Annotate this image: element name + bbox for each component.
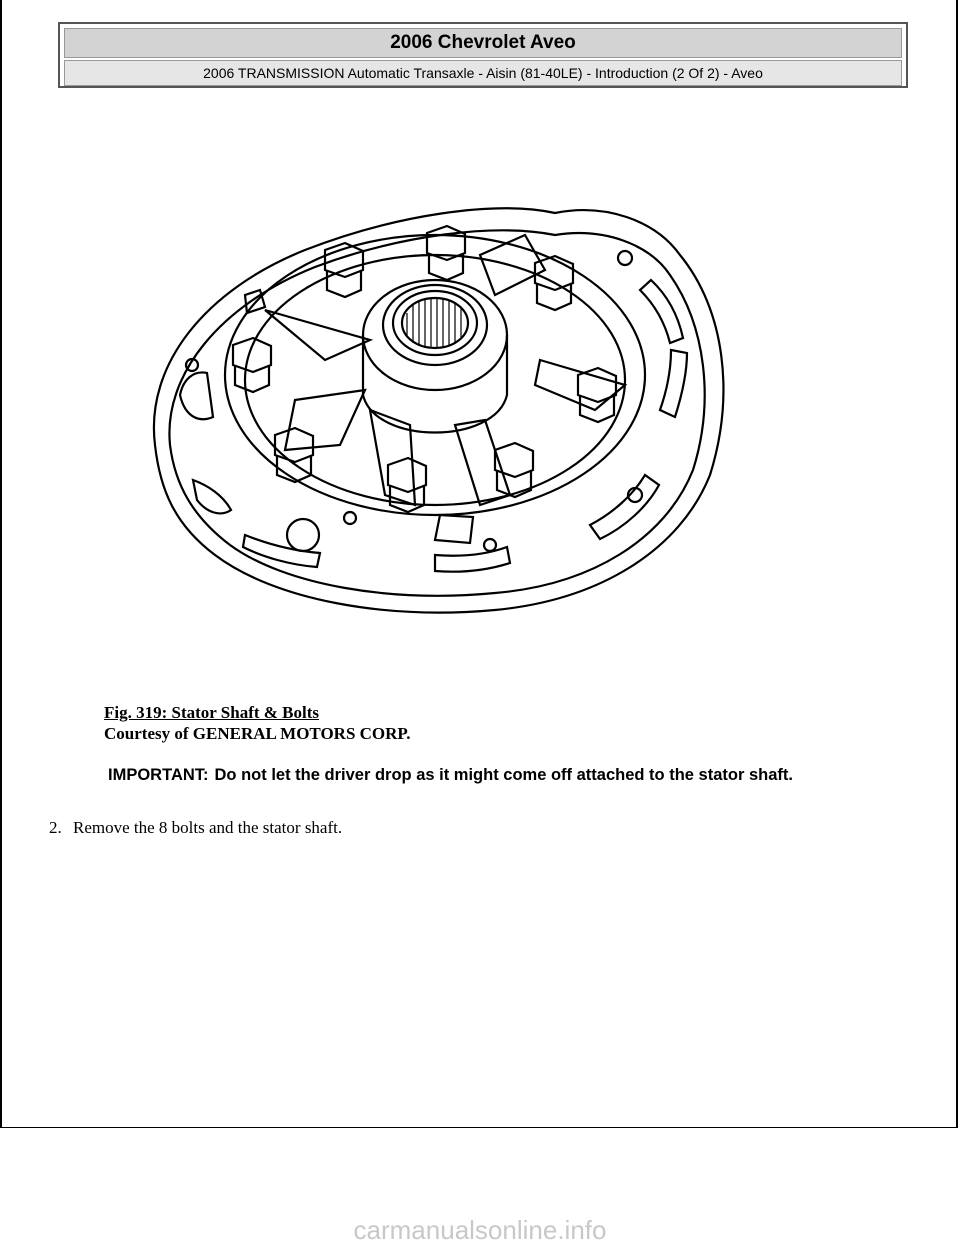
document-header (58, 22, 908, 88)
figure-caption-title: Fig. 319: Stator Shaft & Bolts (104, 703, 320, 722)
header-title: 2006 Chevrolet Aveo (64, 28, 902, 58)
important-note (108, 766, 908, 785)
figure-courtesy: Courtesy of GENERAL MOTORS CORP. (104, 724, 411, 743)
stator-shaft-illustration (135, 195, 735, 625)
list-item (49, 818, 342, 838)
step-text: Remove the 8 bolts and the stator shaft. (73, 818, 343, 837)
header-subtitle: 2006 TRANSMISSION Automatic Transaxle - Aisin (81-40LE) - Introduction (2 Of 2) - Aveo (64, 60, 902, 86)
figure-caption (104, 702, 411, 744)
step-number: 2. (49, 818, 62, 837)
footer-watermark: carmanualsonline.info (353, 1215, 607, 1245)
important-text: Do not let the driver drop as it might come off attached to the stator shaft. (214, 766, 793, 784)
important-label: IMPORTANT: (108, 766, 209, 784)
